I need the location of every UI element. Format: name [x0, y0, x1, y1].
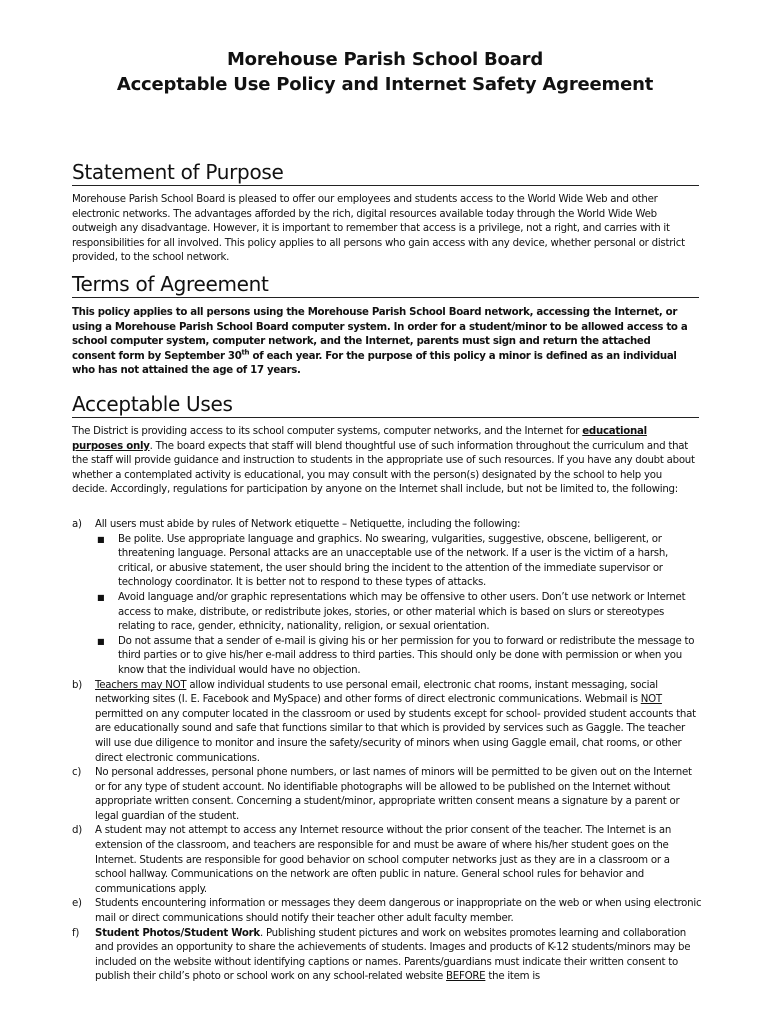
uses-list: [72, 518, 702, 985]
list-item-text: All users must abide by rules of Network etiquette – Netiquette, including the following:: [95, 519, 521, 530]
list-item-text: allow individual students to use personal email, electronic chat rooms, instant messaging, social networking sites (I. E. Facebook and MySpace) and other forms of direct electronic communications. Webmail is: [95, 679, 658, 706]
list-marker: e): [72, 898, 82, 910]
list-item-a: [72, 518, 702, 679]
document-title: [0, 47, 770, 97]
list-item-text: . Publishing student pictures and work on websites promotes learning and collaboration and provides an opportunity to share the achievements of students. Images and products of K-12 students/minors may be included on the website without identifying captions or names. Parents/guardians must indicate their written consent to publish their child’s photo or school work on any school-related website: [95, 927, 691, 983]
square-bullet-icon: ■: [97, 636, 105, 646]
list-item-text: the item is: [485, 971, 540, 983]
list-item-text: No personal addresses, personal phone numbers, or last names of minors will be permitted to be given out on the Internet or for any type of student account. No identifiable photographs will be allowed to be published on the Internet without appropriate written consent. Concerning a student/minor, appropriate written consent means a signature by a parent or legal guardian of the student.: [95, 767, 692, 822]
list-item-emphasis: BEFORE: [446, 971, 486, 983]
list-item-lead: Teachers may NOT: [95, 679, 187, 691]
bullet-text: Do not assume that a sender of e-mail is giving his or her permission for you to forward or redistribute the message to third parties or to give his/her e-mail address to third parties. This should only be done with permission or when you know that the individual would have no objection.: [118, 635, 695, 676]
terms-heading: Terms of Agreement: [72, 272, 699, 298]
uses-intro-b: . The board expects that staff will blend thoughtful use of such information throughout the curriculum and that the staff will provide guidance and instruction to students in the appropriate use of such resources. If you have any doubt about whether a contemplated activity is educational, you may consult with the person(s) designated by the school to help you decide. Accordingly, regulations for participation by anyone on the Internet shall include, but not be limited to, the following:: [72, 440, 695, 496]
square-bullet-icon: ■: [97, 534, 105, 544]
bullet-text: Avoid language and/or graphic representations which may be offensive to other users. Don’t use network or Internet access to make, distribute, or redistribute jokes, stories, or other material which is based on slurs or stereotypes relating to race, gender, ethnicity, nationality, religion, or sexual orientation.: [118, 591, 686, 633]
list-item-text: Students encountering information or messages they deem dangerous or inappropriate on the web or when using electronic mail or direct communications should notify their teacher other adult faculty member.: [95, 898, 702, 925]
uses-intro-a: The District is providing access to its school computer systems, computer networks, and the Internet for: [72, 426, 583, 437]
statement-heading: Statement of Purpose: [72, 160, 699, 186]
list-marker: a): [72, 519, 82, 530]
list-marker: f): [72, 927, 80, 939]
uses-intro-emphasis: educational purposes only: [72, 426, 647, 452]
statement-paragraph: [72, 193, 697, 266]
bullet-item: [95, 635, 702, 679]
title-line-1: Morehouse Parish School Board: [226, 49, 544, 70]
list-marker: b): [72, 679, 82, 691]
uses-intro: [72, 425, 697, 498]
bullet-item: [95, 533, 702, 591]
list-item-text: A student may not attempt to access any Internet resource without the prior consent of the teacher. The Internet is an extension of the classroom, and teachers are responsible for and must be aware of where his/her student goes on the Internet. Students are responsible for good behavior on school computer networks just as they are in a classroom or a school hallway. Communications on the network are often public in nature. General school rules for behavior and communications apply.: [95, 825, 672, 895]
list-item-c: [72, 766, 702, 824]
list-marker: c): [72, 767, 82, 779]
list-marker: d): [72, 825, 82, 837]
uses-heading: Acceptable Uses: [72, 392, 699, 418]
statement-text: Morehouse Parish School Board is pleased to offer our employees and students access to the World Wide Web and other electronic networks. The advantages afforded by the rich, digital resources available today through the World Wide Web outweigh any disadvantage. However, it is important to remember that access is a privilege, not a right, and carries with it responsibilities for all involved. This policy applies to all persons who gain access with any device, whether personal or district provided, to the school network.: [72, 194, 685, 264]
square-bullet-icon: ■: [97, 592, 105, 602]
list-item-emphasis: NOT: [640, 694, 662, 706]
netiquette-bullets: [95, 533, 702, 679]
terms-text-a: This policy applies to all persons using the Morehouse Parish School Board network, accessing the Internet, or using a Morehouse Parish School Board computer system. In order for a student/minor to be allowed access to a school computer system, computer network, and the Internet, parents must sign and return the attached consent form by September 30: [72, 307, 688, 362]
terms-text-b: of each year. For the purpose of this policy a minor is defined as an individual who has not attained the age of 17 years.: [72, 350, 677, 377]
terms-paragraph: [72, 306, 697, 379]
terms-superscript: th: [241, 348, 250, 357]
bullet-item: [95, 591, 702, 635]
list-item-f: [72, 927, 702, 985]
list-item-e: [72, 897, 702, 926]
title-line-2: Acceptable Use Policy and Internet Safety Agreement: [116, 74, 654, 95]
list-item-text: permitted on any computer located in the classroom or used by students except for school- provided student accounts that are educationally sound and safe that functions similar to that which is provided by services such as Gaggle. The teacher will use due diligence to monitor and insure the safety/security of minors when using Gaggle email, chat rooms, or other direct electronic communications.: [95, 708, 696, 764]
bullet-text: Be polite. Use appropriate language and graphics. No swearing, vulgarities, suggestive, obscene, belligerent, or threatening language. Personal attacks are an unacceptable use of the network. If a user is the victim of a harsh, critical, or abusive statement, the user should bring the incident to the attention of the immediate supervisor or technology coordinator. It is better not to respond to these types of attacks.: [118, 533, 669, 589]
list-item-b: [72, 679, 702, 767]
list-item-d: [72, 824, 702, 897]
list-item-lead: Student Photos/Student Work: [95, 927, 260, 939]
